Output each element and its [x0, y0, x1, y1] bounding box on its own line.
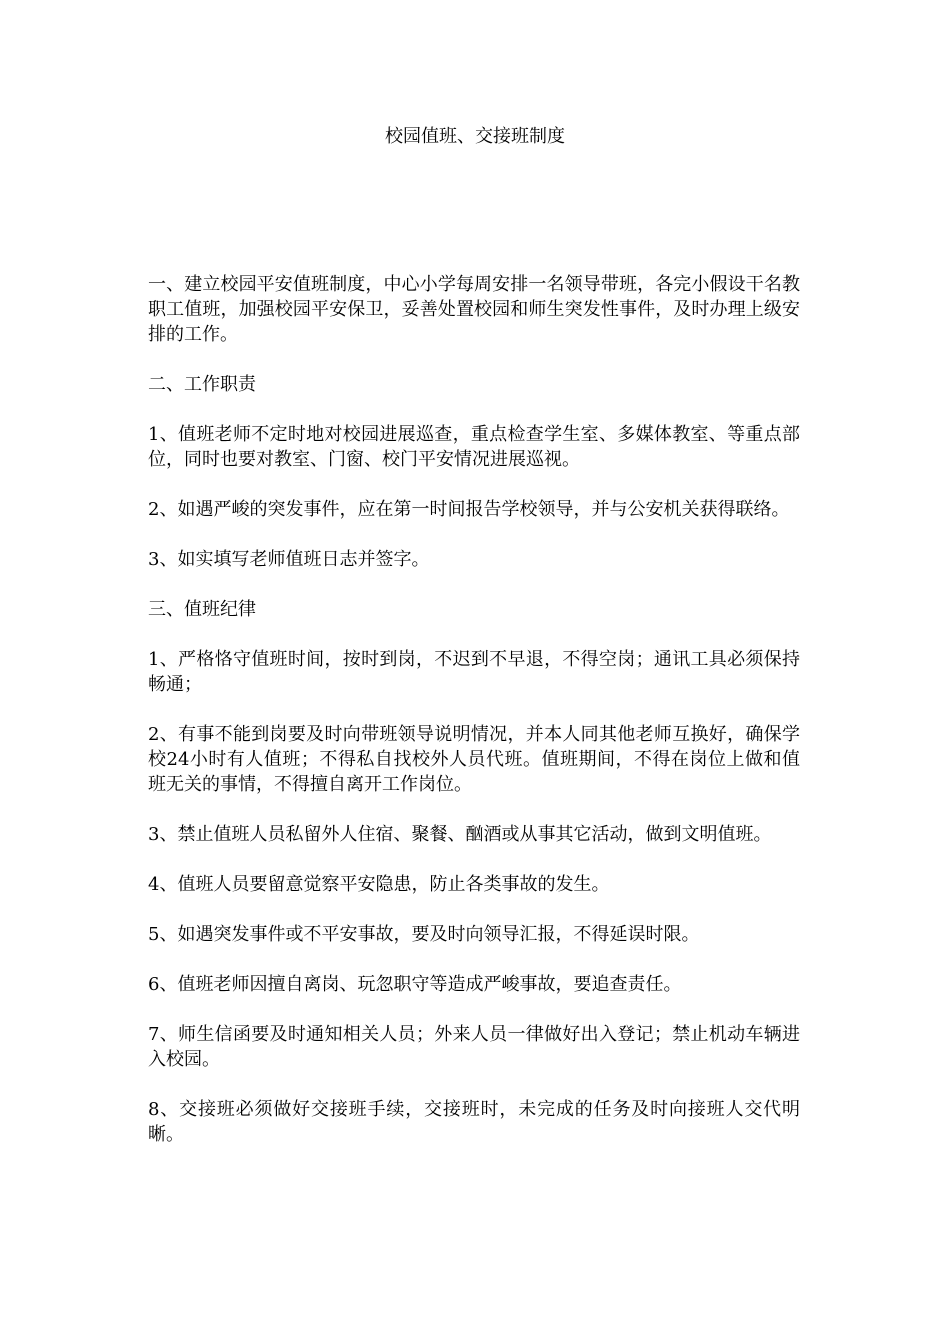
paragraph-rule-3: 3、禁止值班人员私留外人住宿、聚餐、酗酒或从事其它活动，做到文明值班。 [148, 824, 772, 845]
paragraph-duty-3: 3、如实填写老师值班日志并签字。 [148, 549, 430, 570]
paragraph-rule-5: 5、如遇突发事件或不平安事故，要及时向领导汇报，不得延误时限。 [148, 924, 700, 945]
section-heading-duties: 二、工作职责 [148, 374, 256, 395]
document-body [148, 272, 800, 1172]
paragraph-rule-1: 1、严格恪守值班时间，按时到岗，不迟到不早退，不得空岗；通讯工具必须保持畅通； [148, 649, 800, 695]
section-heading-discipline: 三、值班纪律 [148, 599, 256, 620]
paragraph-duty-1: 1、值班老师不定时地对校园进展巡查，重点检查学生室、多媒体教室、等重点部位，同时也要对教室、门窗、校门平安情况进展巡视。 [148, 424, 800, 470]
paragraph-intro: 一、建立校园平安值班制度，中心小学每周安排一名领导带班，各完小假设干名教职工值班，加强校园平安保卫，妥善处置校园和师生突发性事件，及时办理上级安排的工作。 [148, 274, 800, 345]
paragraph-duty-2: 2、如遇严峻的突发事件，应在第一时间报告学校领导，并与公安机关获得联络。 [148, 499, 790, 520]
document-title: 校园值班、交接班制度 [385, 126, 565, 147]
paragraph-rule-4: 4、值班人员要留意觉察平安隐患，防止各类事故的发生。 [148, 874, 610, 895]
paragraph-rule-8: 8、交接班必须做好交接班手续，交接班时，未完成的任务及时向接班人交代明晰。 [148, 1099, 800, 1145]
paragraph-rule-7: 7、师生信函要及时通知相关人员；外来人员一律做好出入登记；禁止机动车辆进入校园。 [148, 1024, 800, 1070]
paragraph-rule-2: 2、有事不能到岗要及时向带班领导说明情况，并本人同其他老师互换好，确保学校24小时有人值班；不得私自找校外人员代班。值班期间，不得在岗位上做和值班无关的事情，不得擅自离开工作岗位。 [148, 724, 800, 795]
paragraph-rule-6: 6、值班老师因擅自离岗、玩忽职守等造成严峻事故，要追查责任。 [148, 974, 682, 995]
